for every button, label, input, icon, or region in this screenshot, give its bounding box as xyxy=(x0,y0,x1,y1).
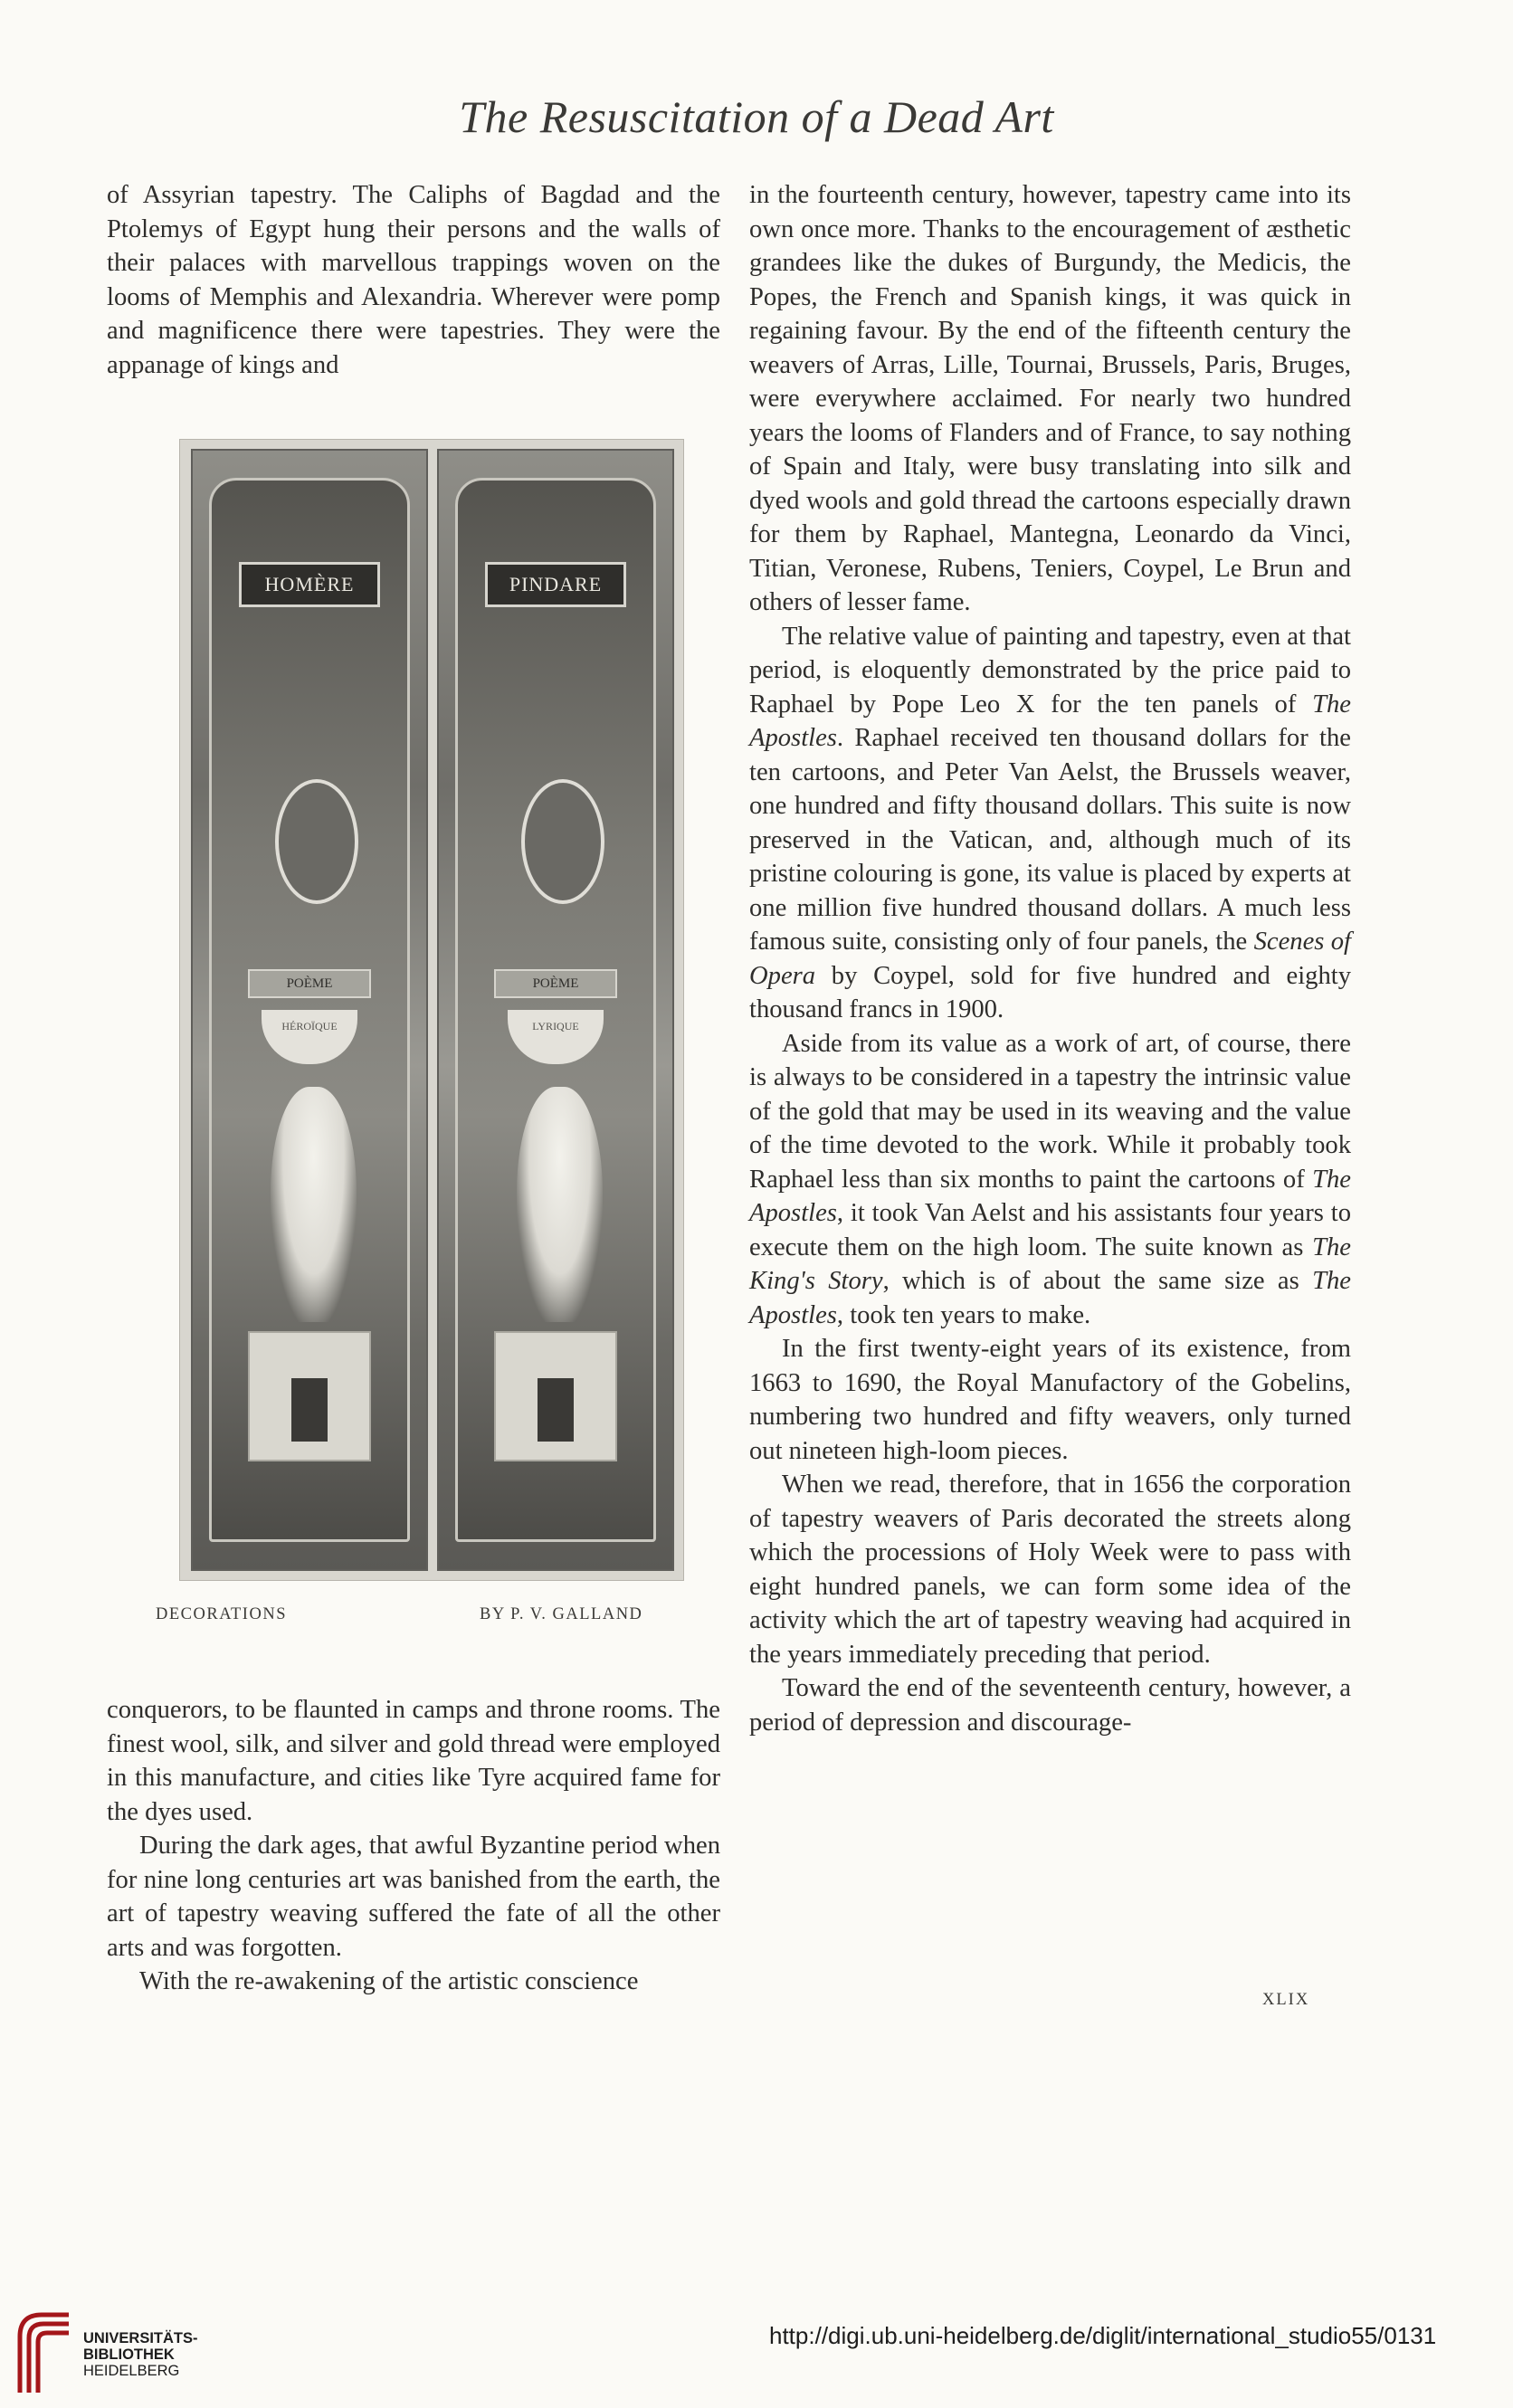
text-run: . Raphael received ten thousand dollars for the ten cartoons, and Peter Van Aelst, the Brussels weaver, one hundred and fifty thousand dollars. This suite is now preserved in the Vatican, and, although much of its pristine colouring is gone, its value is placed by experts at one million five hundred thousand dollars. A much less famous suite, consisting only of four panels, the xyxy=(749,724,1351,956)
left-column-top xyxy=(107,178,720,382)
text-run: , took ten years to make. xyxy=(836,1300,1091,1329)
pedestal xyxy=(248,1331,371,1461)
tapestry-panel-left xyxy=(191,449,428,1571)
paragraph: With the re-awakening of the artistic conscience xyxy=(139,1967,639,1995)
paragraph: of Assyrian tapestry. The Caliphs of Bagdad and the Ptolemys of Egypt hung their persons and the walls of their palaces with marvellous trappings woven on the looms of Memphis and Alexandria. Wherever were pomp and magnificence there were tapestries. They were the appanage of kings and xyxy=(107,181,720,379)
cartouche-label: HOMÈRE xyxy=(239,562,380,607)
text-run: The relative value of painting and tapestry, even at that period, is eloquently demonstrated by the price paid to Raphael by Pope Leo X for the ten panels of xyxy=(749,622,1351,719)
italic-title: The Apostles xyxy=(749,1165,1351,1227)
right-column xyxy=(749,178,1351,1739)
library-name-line: UNIVERSITÄTS- xyxy=(83,2330,198,2346)
text-run: , which is of about the same size as xyxy=(882,1267,1313,1295)
italic-title: The Apostles xyxy=(749,1267,1351,1329)
paragraph: Toward the end of the seventeenth century, however, a period of depression and discourage- xyxy=(749,1674,1351,1737)
running-head: The Resuscitation of a Dead Art xyxy=(459,91,1054,142)
left-column-bottom xyxy=(107,1693,720,1999)
monogram-medallion xyxy=(275,779,358,904)
banner-label: POÈME xyxy=(494,969,617,998)
library-logo-icon xyxy=(16,2309,72,2396)
panel-frame xyxy=(209,478,410,1542)
monogram-medallion xyxy=(521,779,604,904)
paragraph: conquerors, to be flaunted in camps and throne rooms. The finest wool, silk, and silver and gold thread were employed in this manufacture, and cities like Tyre acquired fame for the dyes used. xyxy=(107,1696,720,1826)
text-run: by Coypel, sold for five hundred and eighty thousand francs in 1900. xyxy=(749,961,1351,1023)
paragraph: When we read, therefore, that in 1656 the corporation of tapestry weavers of Paris decorated the streets along which the processions of Holy Week were to pass with eight hundred panels, we can form some idea of the activity which the art of tapestry weaving had acquired in the years immediately preceding that period. xyxy=(749,1470,1351,1669)
tapestry-panel-right xyxy=(437,449,674,1571)
banner-label: POÈME xyxy=(248,969,371,998)
source-url[interactable]: http://digi.ub.uni-heidelberg.de/diglit/international_studio55/0131 xyxy=(769,2322,1437,2349)
pedestal xyxy=(494,1331,617,1461)
italic-title: The Apostles xyxy=(749,690,1351,752)
pedestal-panel xyxy=(291,1378,328,1442)
text-run: Aside from its value as a work of art, of course, there is always to be considered in a tapestry the intrinsic value of the gold that may be used in its weaving and the value of the time devoted to the work. While it probably took Raphael less than six months to paint the cartoons of xyxy=(749,1029,1351,1194)
pedestal-panel xyxy=(538,1378,574,1442)
paragraph: During the dark ages, that awful Byzantine period when for nine long centuries art was banished from the earth, the art of tapestry weaving suffered the fate of all the other arts and was forgotten. xyxy=(107,1832,720,1962)
cherub-figure xyxy=(271,1087,357,1322)
library-name xyxy=(83,2330,198,2379)
panel-frame xyxy=(455,478,656,1542)
cherub-figure xyxy=(517,1087,603,1322)
paragraph: in the fourteenth century, however, tapestry came into its own once more. Thanks to the encouragement of æsthetic grandees like the dukes of Burgundy, the Medicis, the Popes, the French and Spanish kings, it was quick in regaining favour. By the end of the fifteenth century the weavers of Arras, Lille, Tournai, Brussels, Paris, Bruges, were everywhere acclaimed. For nearly two hundred years the looms of Flanders and of France, to say nothing of Spain and Italy, were busy translating into silk and dyed wools and gold thread the cartoons especially drawn for them by Raphael, Mantegna, Leonardo da Vinci, Titian, Veronese, Rubens, Teniers, Coypel, Le Brun and others of lesser fame. xyxy=(749,181,1351,616)
page-number: XLIX xyxy=(1262,1991,1310,2009)
shield-label: LYRIQUE xyxy=(508,1010,604,1064)
library-name-line: HEIDELBERG xyxy=(83,2363,180,2379)
paragraph xyxy=(749,1027,1351,1333)
italic-title: Scenes of Opera xyxy=(749,928,1352,990)
cartouche-label: PINDARE xyxy=(485,562,626,607)
text-run: , it took Van Aelst and his assistants four years to execute them on the high loom. The suite known as xyxy=(749,1199,1351,1261)
paragraph: In the first twenty-eight years of its existence, from 1663 to 1690, the Royal Manufactory of the Gobelins, numbering two hundred and fifty weavers, only turned out nineteen high-loom pieces. xyxy=(749,1335,1351,1465)
figure-caption-title: DECORATIONS xyxy=(156,1605,287,1623)
figure-caption-credit: BY P. V. GALLAND xyxy=(480,1605,643,1623)
italic-title: The King's Story xyxy=(749,1233,1351,1295)
paragraph xyxy=(749,620,1351,1027)
tapestry-illustration xyxy=(179,439,684,1581)
shield-label: HÉROÏQUE xyxy=(262,1010,357,1064)
library-name-line: BIBLIOTHEK xyxy=(83,2346,175,2363)
